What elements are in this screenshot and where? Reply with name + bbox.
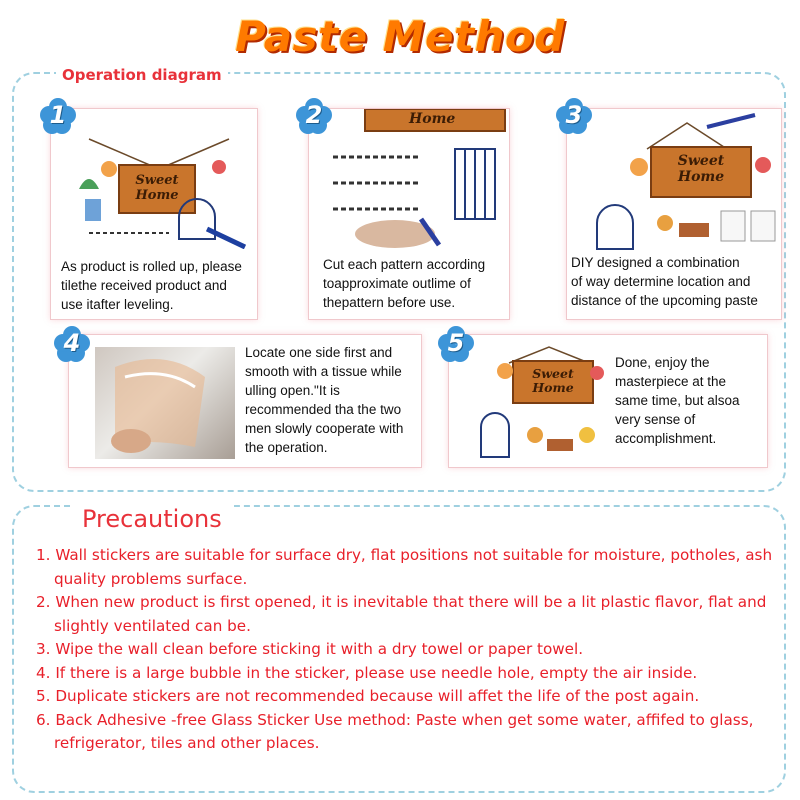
step-2-text: Cut each pattern according toapproximate outlime of thepattern before use. bbox=[323, 257, 486, 310]
sweet-home-sign-3: Sweet Home bbox=[677, 153, 725, 185]
sign-line-2: Home bbox=[135, 188, 179, 203]
precautions-label: Precautions bbox=[70, 505, 234, 533]
operation-diagram-label: Operation diagram bbox=[56, 66, 228, 84]
sweet-home-sign bbox=[119, 173, 195, 203]
precaution-item-2: 2. When new product is first opened, it is inevitable that there will be a lit plastic flavor, flat and slightly ventilated can be. bbox=[36, 593, 767, 635]
step-3-text: DIY designed a combination of way determine location and distance of the upcoming paste bbox=[571, 255, 758, 308]
precaution-item-1: 1. Wall stickers are suitable for surface dry, flat positions not suitable for moisture, potholes, ash quality problems surface. bbox=[36, 546, 773, 588]
step-badge-4 bbox=[54, 326, 90, 362]
step-5-illustration bbox=[479, 343, 609, 463]
step-card-4 bbox=[68, 334, 422, 468]
precaution-item-3: 3. Wipe the wall clean before sticking it with a dry towel or paper towel. bbox=[36, 640, 584, 658]
step-number-2: 2 bbox=[305, 101, 323, 129]
step-card-5 bbox=[448, 334, 768, 468]
step-4-text: Locate one side first and smooth with a tissue while ulling open."It is recommended tha the two men slowly cooperate with the operation. bbox=[245, 345, 404, 455]
step-number-4: 4 bbox=[63, 329, 81, 357]
step-number-5: 5 bbox=[447, 329, 465, 357]
step-number-3: 3 bbox=[565, 101, 583, 129]
step-1-illustration bbox=[69, 129, 249, 249]
step-4-illustration bbox=[95, 347, 235, 459]
page-title: Paste Method bbox=[235, 12, 565, 61]
precaution-item-5: 5. Duplicate stickers are not recommended because will affet the life of the post again. bbox=[36, 687, 700, 705]
sweet-home-sign-5: Sweet Home bbox=[532, 366, 574, 395]
step-badge-5 bbox=[438, 326, 474, 362]
precautions-list bbox=[36, 544, 786, 756]
step-card-1 bbox=[50, 108, 258, 320]
step-card-2 bbox=[308, 108, 510, 320]
step-2-sign-fragment: Home bbox=[409, 111, 456, 127]
step-badge-3 bbox=[556, 98, 592, 134]
step-number-1: 1 bbox=[49, 101, 67, 129]
step-badge-1 bbox=[40, 98, 76, 134]
precaution-item-6: 6. Back Adhesive -free Glass Sticker Use method: Paste when get some water, affifed to glass, refrigerator, tiles and other places. bbox=[36, 710, 754, 752]
step-2-illustration bbox=[325, 109, 509, 249]
precaution-item-4: 4. If there is a large bubble in the sticker, please use needle hole, empty the air inside. bbox=[36, 663, 698, 682]
step-3-illustration bbox=[587, 113, 777, 251]
step-5-text: Done, enjoy the masterpiece at the same time, but alsoa very sense of accomplishment. bbox=[615, 355, 740, 446]
sign-line-1: Sweet bbox=[135, 173, 179, 188]
step-badge-2 bbox=[296, 98, 332, 134]
step-1-text: As product is rolled up, please tilethe received product and use itafter leveling. bbox=[61, 259, 242, 312]
step-card-3 bbox=[566, 108, 782, 320]
